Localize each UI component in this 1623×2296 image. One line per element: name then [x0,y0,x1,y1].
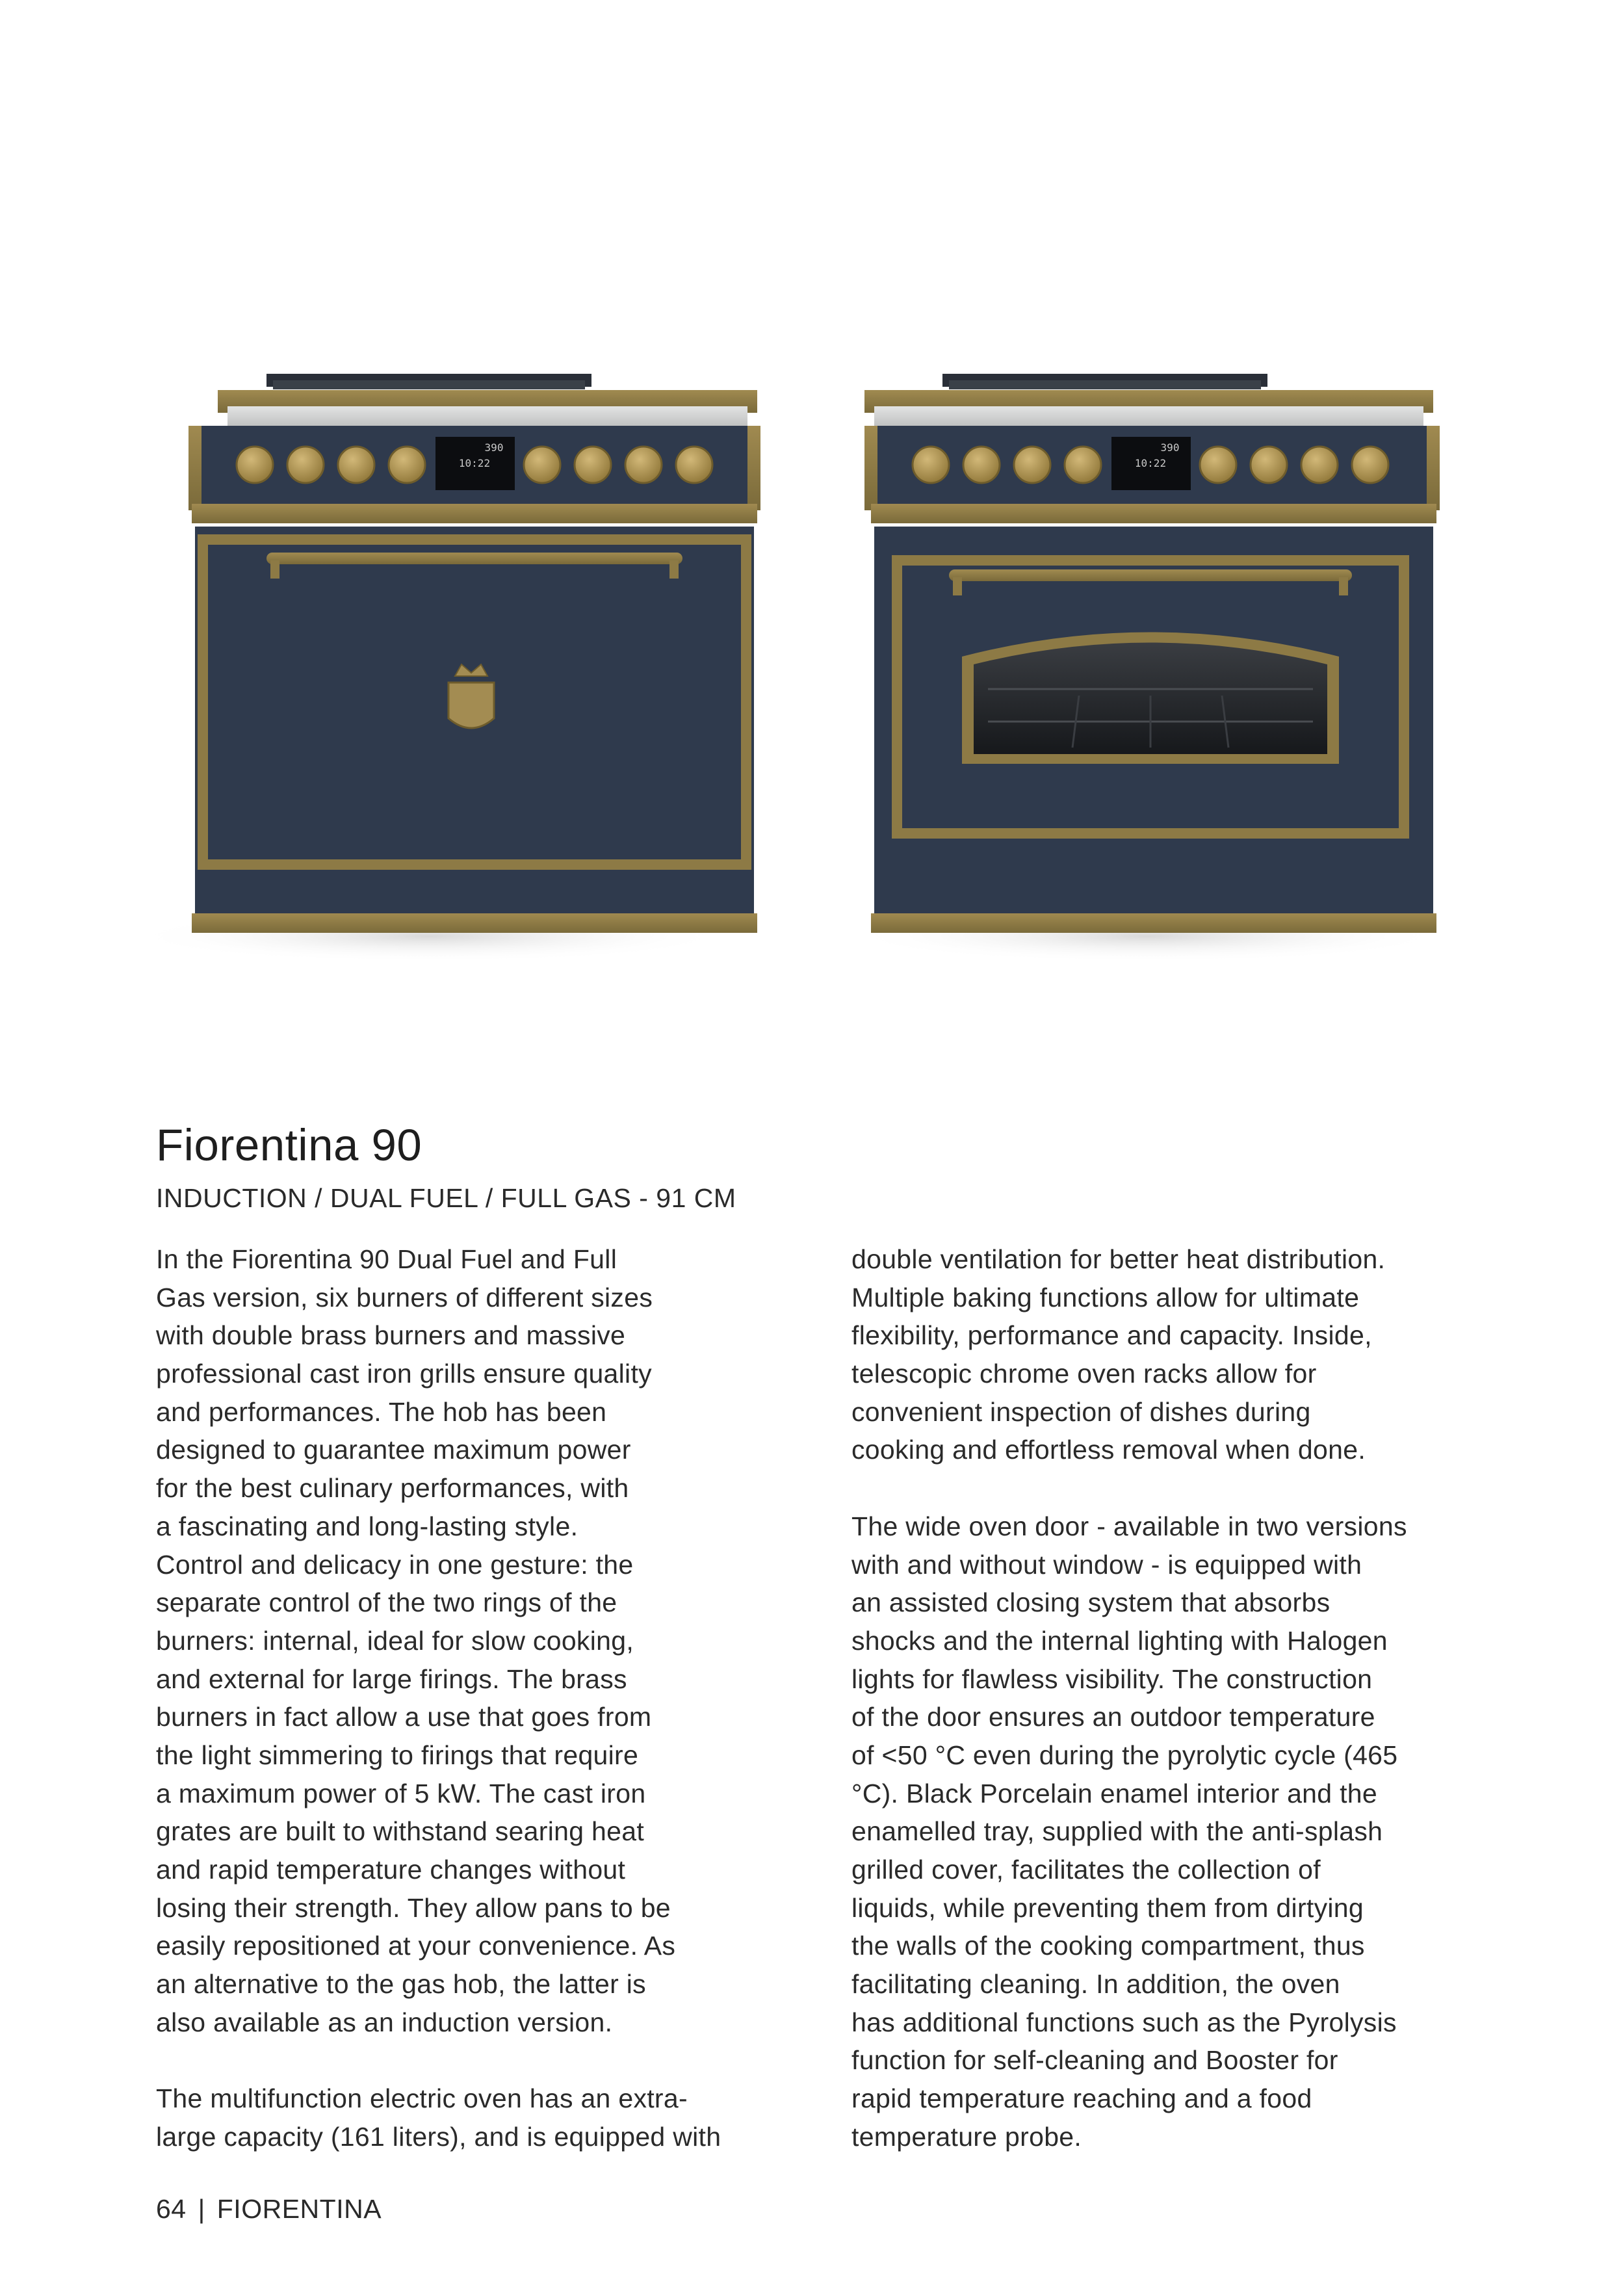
body-text-line: Multiple baking functions allow for ultimate [851,1282,1360,1312]
body-text-line: professional cast iron grills ensure quality [156,1359,652,1389]
body-text-line: large capacity (161 liters), and is equipped with [156,2121,721,2152]
body-text-line: easily repositioned at your convenience. As [156,1931,676,1961]
body-text-line: facilitating cleaning. In addition, the oven [851,1969,1340,2000]
paragraph-break [851,1469,1521,1507]
body-text-line: grilled cover, facilitates the collection of [851,1855,1321,1885]
body-text-line: shocks and the internal lighting with Halogen [851,1625,1388,1656]
body-text-line: burners: internal, ideal for slow cooking, [156,1625,634,1656]
body-text-line: rapid temperature reaching and a food [851,2083,1312,2114]
body-text-line: losing their strength. They allow pans to be [156,1892,671,1923]
body-text-line: has additional functions such as the Pyrolysis [851,2007,1397,2037]
display-temp-left: 390 [484,441,504,454]
body-text-line: function for self-cleaning and Booster for [851,2045,1338,2076]
body-text-line: designed to guarantee maximum power [156,1435,631,1465]
body-text-line: double ventilation for better heat distribution. [851,1244,1386,1274]
footer-section: FIORENTINA [216,2194,382,2224]
body-text-line: flexibility, performance and capacity. Inside, [851,1320,1372,1351]
page-number: 64 [156,2194,187,2224]
body-text-line: grates are built to withstand searing heat [156,1816,645,1847]
body-text-line: telescopic chrome oven racks allow for [851,1359,1317,1389]
display-time-right: 10:22 [1134,457,1167,469]
product-title: Fiorentina 90 [156,1120,422,1170]
body-text-line: and rapid temperature changes without [156,1855,626,1885]
body-text-line: convenient inspection of dishes during [851,1396,1311,1427]
body-text-line: Control and delicacy in one gesture: the [156,1549,634,1580]
body-text-line: and external for large firings. The brass [156,1663,627,1694]
body-text-line: and performances. The hob has been [156,1396,607,1427]
body-text-line: the walls of the cooking compartment, thus [851,1931,1365,1961]
body-text-line: liquids, while preventing them from dirtying [851,1892,1364,1923]
body-text-line: of the door ensures an outdoor temperature [851,1702,1375,1732]
body-text-line: a fascinating and long-lasting style. [156,1511,578,1541]
body-text-line: the light simmering to firings that require [156,1740,639,1770]
product-subtitle: INDUCTION / DUAL FUEL / FULL GAS - 91 CM [156,1183,736,1213]
body-text-line: cooking and effortless removal when done. [851,1435,1366,1465]
body-text-line: The wide oven door - available in two versions [851,1511,1407,1541]
body-text-line: The multifunction electric oven has an extra- [156,2083,688,2114]
body-text-line: burners in fact allow a use that goes from [156,1702,652,1732]
body-text-line: In the Fiorentina 90 Dual Fuel and Full [156,1244,617,1274]
body-text-line: a maximum power of 5 kW. The cast iron [156,1778,646,1808]
product-illustration [136,358,1501,982]
body-text-line: separate control of the two rings of the [156,1587,617,1618]
footer-separator: | [198,2194,205,2224]
range-solid-door [136,374,760,962]
oven-window [962,633,1339,764]
range-window-door [848,374,1446,962]
body-text-line: temperature probe. [851,2121,1082,2152]
display-temp-right: 390 [1160,441,1180,454]
body-text-line: enamelled tray, supplied with the anti-splash [851,1816,1383,1847]
body-text-line: an assisted closing system that absorbs [851,1587,1331,1618]
body-text-line: of <50 °C even during the pyrolytic cycle (465 [851,1740,1398,1770]
body-text-line: with and without window - is equipped with [851,1549,1362,1580]
display-time-left: 10:22 [458,457,491,469]
body-text-line: also available as an induction version. [156,2007,613,2037]
body-text-line: lights for flawless visibility. The construction [851,1663,1373,1694]
body-text-line: with double brass burners and massive [156,1320,626,1351]
body-text-line: Gas version, six burners of different sizes [156,1282,653,1312]
body-column-right [851,1240,1521,2156]
paragraph-break [156,2041,825,2080]
body-text-line: an alternative to the gas hob, the latter is [156,1969,646,2000]
page-footer [156,2194,382,2224]
body-text-line: °C). Black Porcelain enamel interior and the [851,1778,1377,1808]
body-text-line: for the best culinary performances, with [156,1473,629,1504]
body-column-left [156,1240,825,2156]
